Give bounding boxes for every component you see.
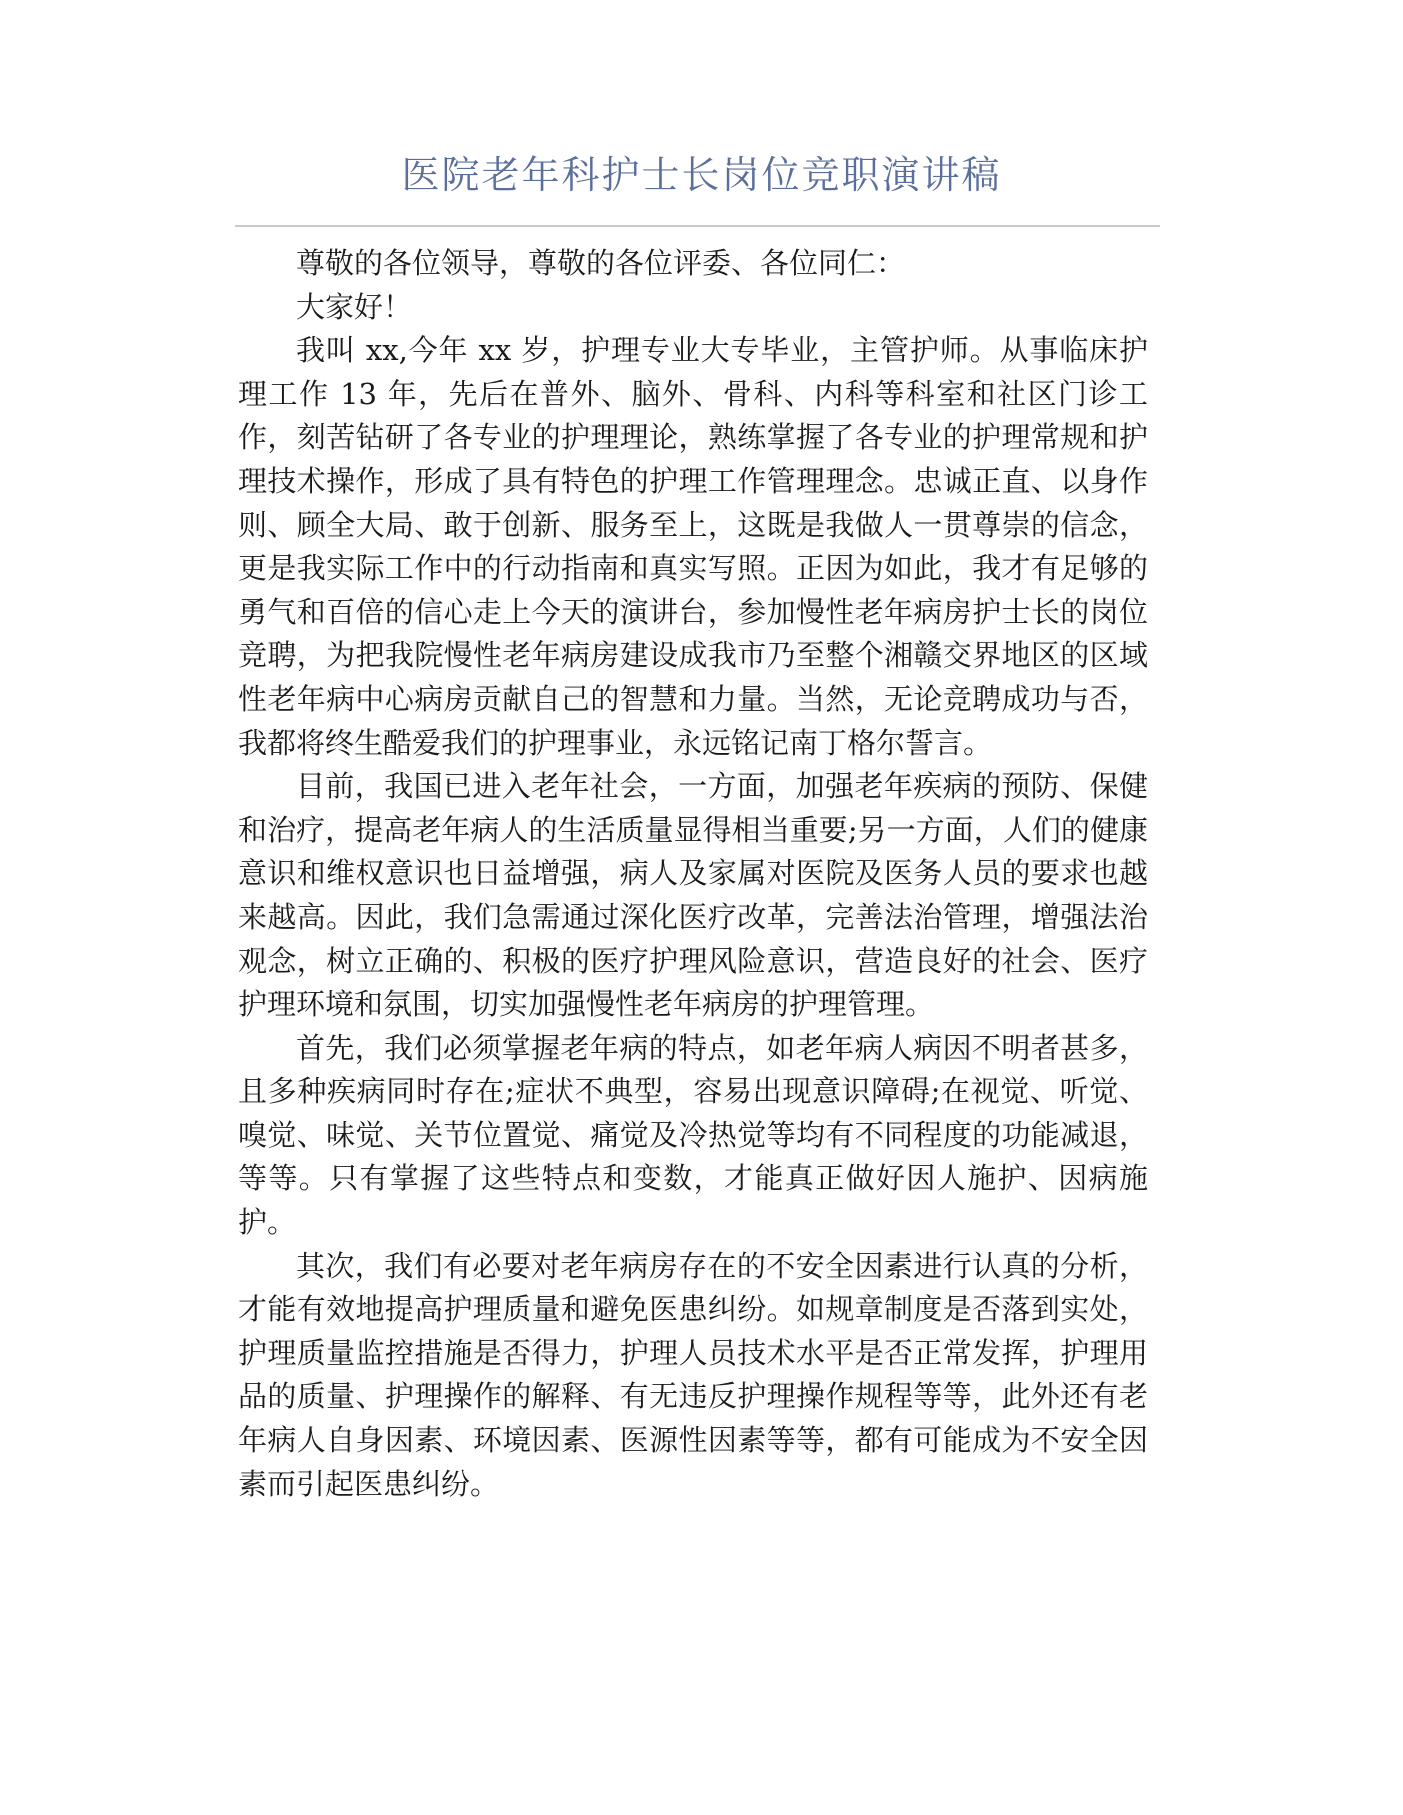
document-title: 医院老年科护士长岗位竞职演讲稿 — [401, 153, 1002, 197]
body-paragraph: 目前，我国已进入老年社会，一方面，加强老年疾病的预防、保健和治疗，提高老年病人的生活质量显得相当重要;另一方面，人们的健康意识和维权意识也日益增强，病人及家属对医院及医务人员的要求也越来越高。因此，我们急需通过深化医疗改革，完善法治管理，增强法治观念，树立正确的、积极的医疗护理风险意识，营造良好的社会、医疗护理环境和氛围，切实加强慢性老年病房的护理管理。 — [238, 769, 1148, 1022]
greeting-paragraph: 大家好！ — [296, 289, 413, 324]
title-divider — [235, 225, 1160, 227]
salutation-paragraph: 尊敬的各位领导，尊敬的各位评委、各位同仁： — [296, 246, 906, 280]
body-paragraph: 首先，我们必须掌握老年病的特点，如老年病人病因不明者甚多，且多种疾病同时存在;症状不典型，容易出现意识障碍;在视觉、听觉、嗅觉、味觉、关节位置觉、痛觉及冷热觉等均有不同程度的功能减退，等等。只有掌握了这些特点和变数，才能真正做好因人施护、因病施护。 — [238, 1030, 1148, 1240]
body-paragraph: 我叫 xx,今年 xx 岁，护理专业大专毕业，主管护师。从事临床护理工作 13 年，先后在普外、脑外、骨科、内科等科室和社区门诊工作，刻苦钻研了各专业的护理理论，熟练掌握了各专业的护理常规和护理技术操作，形成了具有特色的护理工作管理理念。忠诚正直、以身作则、顾全大局、敢于创新、服务至上，这既是我做人一贯尊崇的信念，更是我实际工作中的行动指南和真实写照。正因为如此，我才有足够的勇气和百倍的信心走上今天的演讲台，参加慢性老年病房护士长的岗位竞聘，为把我院慢性老年病房建设成我市乃至整个湘赣交界地区的区域性老年病中心病房贡献自己的智慧和力量。当然，无论竞聘成功与否，我都将终生酷爱我们的护理事业，永远铭记南丁格尔誓言。 — [238, 333, 1148, 760]
document-body — [238, 242, 1148, 1506]
body-paragraph: 其次，我们有必要对老年病房存在的不安全因素进行认真的分析，才能有效地提高护理质量和避免医患纠纷。如规章制度是否落到实处，护理质量监控措施是否得力，护理人员技术水平是否正常发挥，护理用品的质量、护理操作的解释、有无违反护理操作规程等等，此外还有老年病人自身因素、环境因素、医源性因素等等，都有可能成为不安全因素而引起医患纠纷。 — [238, 1248, 1148, 1501]
